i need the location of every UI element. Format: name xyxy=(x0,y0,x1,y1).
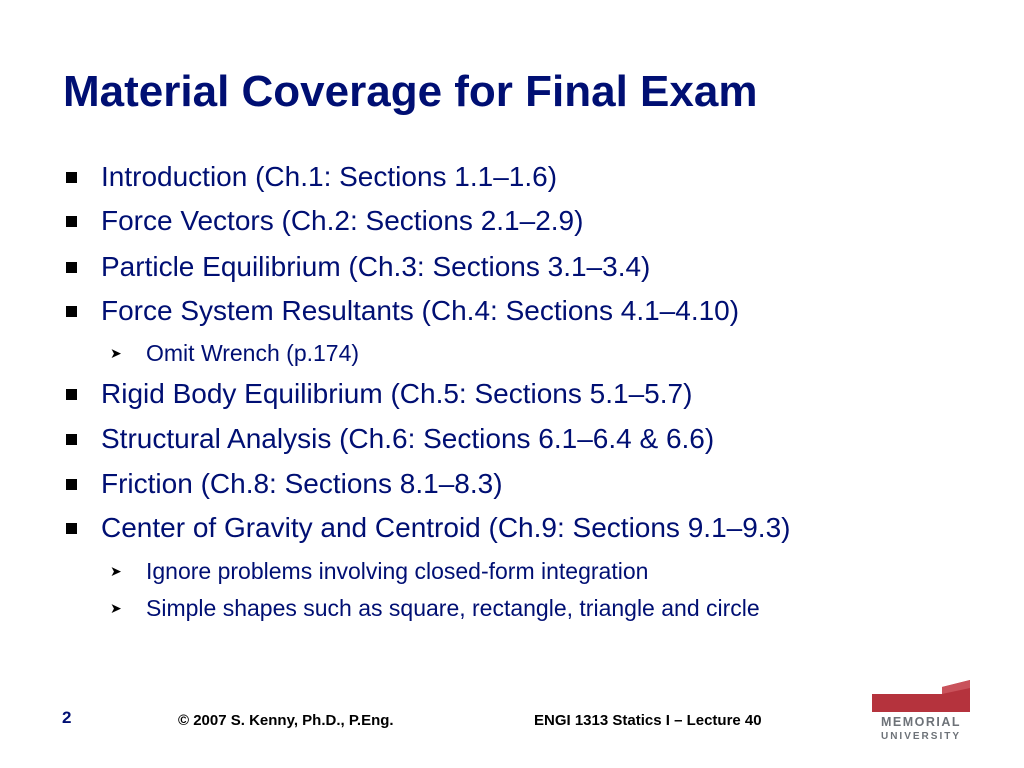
bullet-text: Structural Analysis (Ch.6: Sections 6.1–6.4 & 6.6) xyxy=(101,423,715,454)
bullet-text: Force System Resultants (Ch.4: Sections 4.1–4.10) xyxy=(101,295,740,326)
chevron-bullet-icon: ➤ xyxy=(110,600,122,616)
footer-copyright: © 2007 S. Kenny, Ph.D., P.Eng. xyxy=(178,712,394,729)
square-bullet-icon xyxy=(66,216,77,227)
footer-course: ENGI 1313 Statics I – Lecture 40 xyxy=(534,712,762,729)
bullet-text: Friction (Ch.8: Sections 8.1–8.3) xyxy=(101,468,503,499)
square-bullet-icon xyxy=(66,479,77,490)
memorial-university-logo xyxy=(870,676,972,744)
bullet-text: Particle Equilibrium (Ch.3: Sections 3.1–3.4) xyxy=(101,251,651,282)
page-number: 2 xyxy=(62,708,72,727)
square-bullet-icon xyxy=(66,172,77,183)
bullet-text: Introduction (Ch.1: Sections 1.1–1.6) xyxy=(101,161,558,192)
slide-title: Material Coverage for Final Exam xyxy=(63,67,758,116)
bullet-text: Rigid Body Equilibrium (Ch.5: Sections 5.1–5.7) xyxy=(101,378,693,409)
logo-text-university: UNIVERSITY xyxy=(880,731,962,742)
sub-bullet-text: Simple shapes such as square, rectangle, triangle and circle xyxy=(146,595,760,621)
square-bullet-icon xyxy=(66,389,77,400)
chevron-bullet-icon: ➤ xyxy=(110,345,122,361)
square-bullet-icon xyxy=(66,306,77,317)
bullet-text: Force Vectors (Ch.2: Sections 2.1–2.9) xyxy=(101,205,584,236)
sub-bullet-text: Ignore problems involving closed-form integration xyxy=(146,558,649,584)
square-bullet-icon xyxy=(66,262,77,273)
square-bullet-icon xyxy=(66,434,77,445)
square-bullet-icon xyxy=(66,523,77,534)
chevron-bullet-icon: ➤ xyxy=(110,563,122,579)
bullet-text: Center of Gravity and Centroid (Ch.9: Sections 9.1–9.3) xyxy=(101,512,791,543)
logo-text-memorial: MEMORIAL xyxy=(880,715,962,729)
sub-bullet-text: Omit Wrench (p.174) xyxy=(146,340,360,366)
